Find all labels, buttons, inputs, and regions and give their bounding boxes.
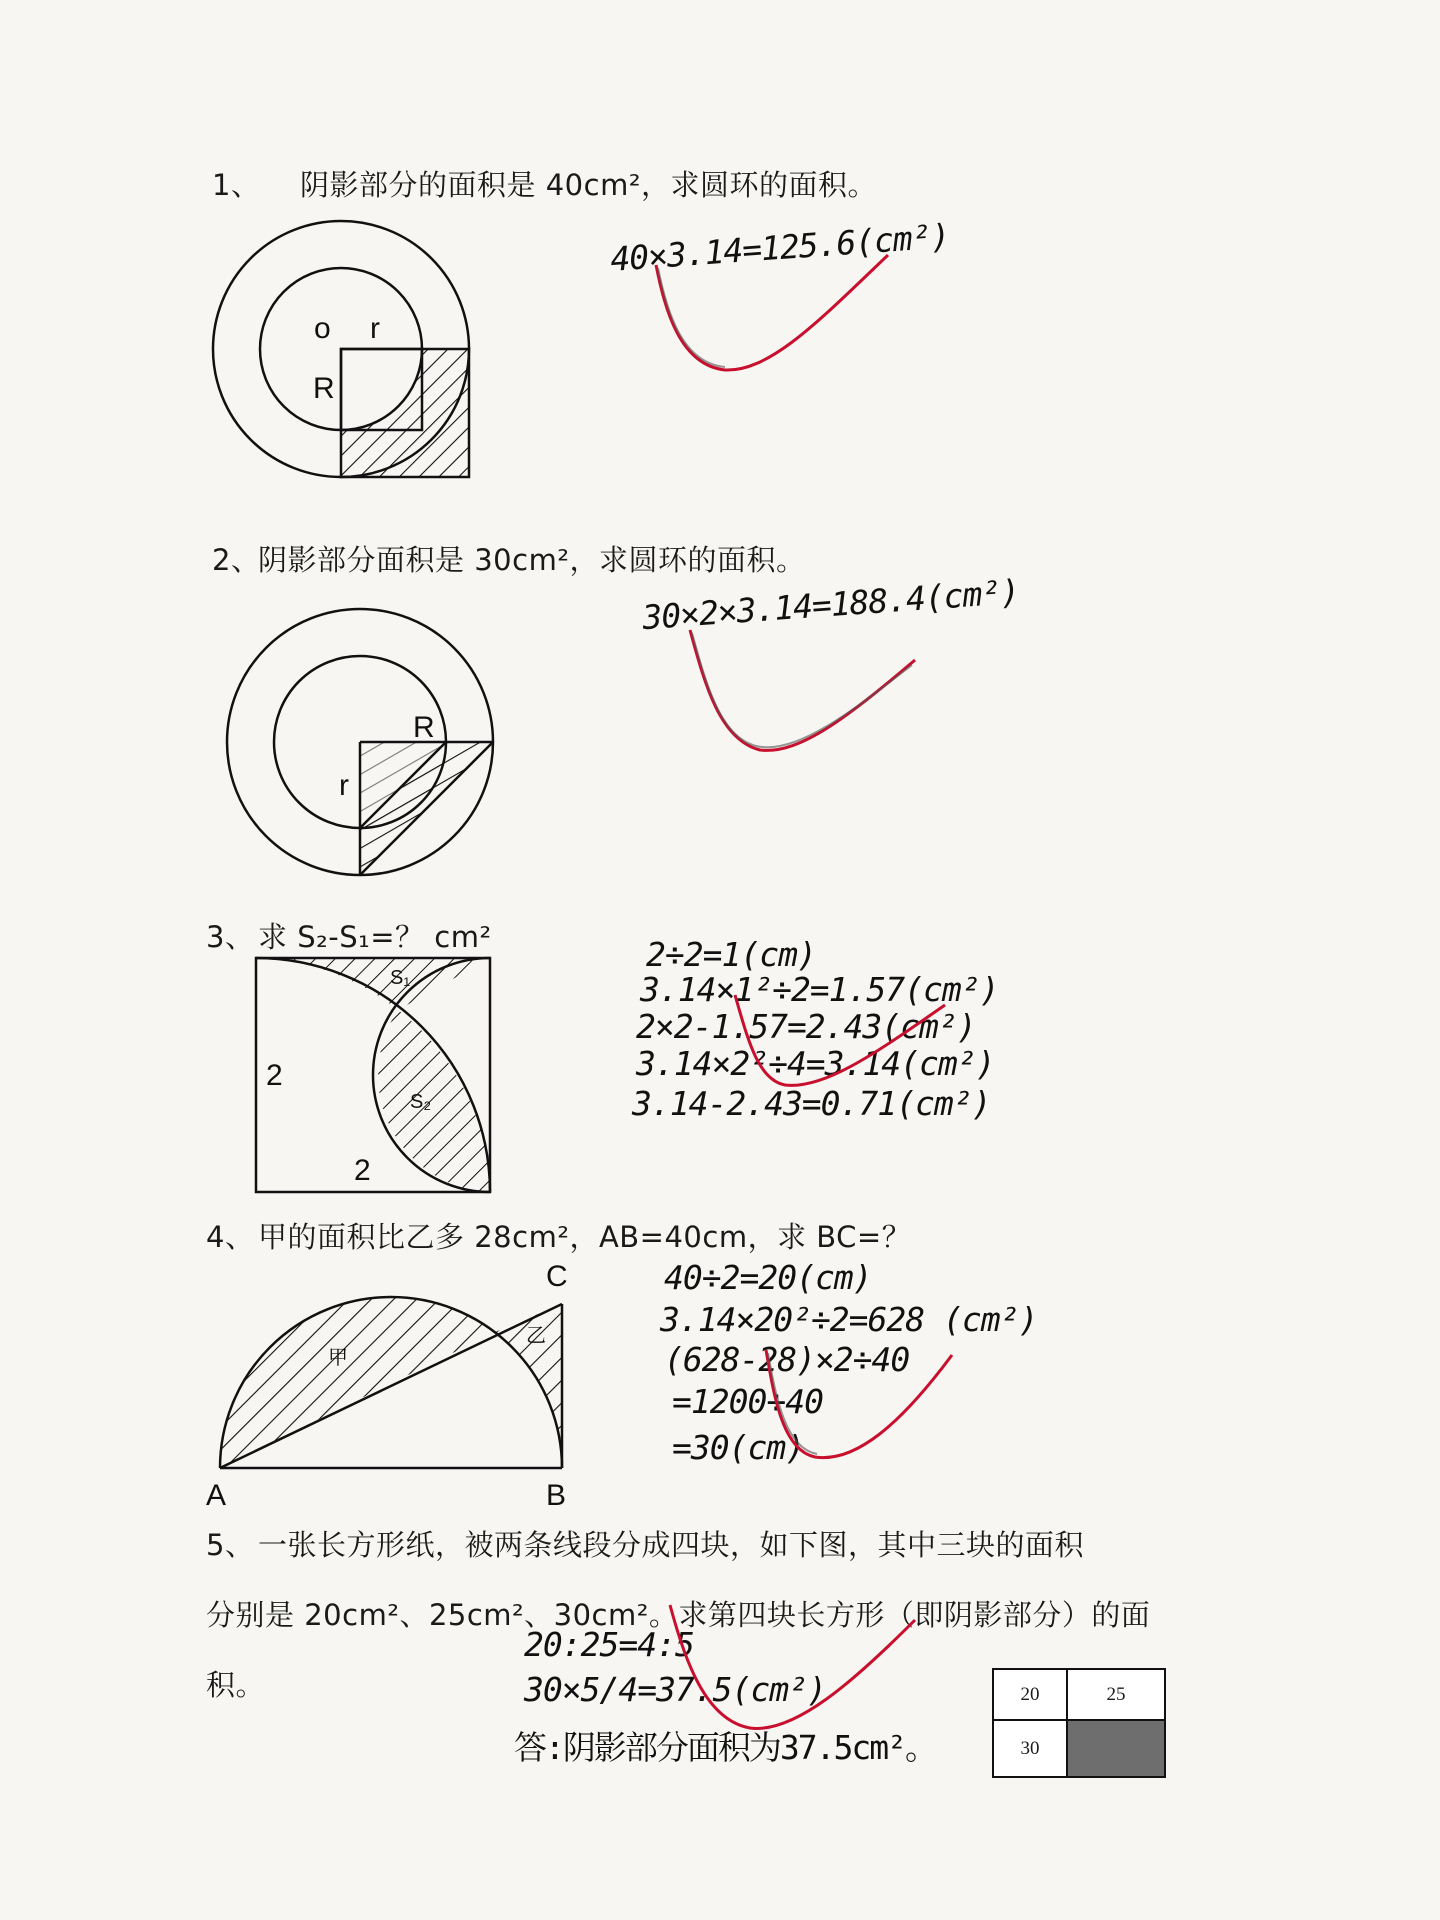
problem-4-number: 4、	[206, 1220, 255, 1254]
label-s2: S₂	[410, 1091, 432, 1113]
problem-1-figure	[200, 220, 480, 490]
problem-2-number: 2、	[212, 543, 261, 577]
problem-4-answer-line-2: 3.14×20²÷2=628 (cm²)	[660, 1300, 1038, 1339]
label-side-bottom: 2	[354, 1154, 371, 1187]
problem-3-answer-line-2: 3.14×1²÷2=1.57(cm²)	[640, 970, 999, 1009]
label-jia: 甲	[328, 1347, 348, 1369]
area-table	[992, 1668, 1166, 1778]
problem-3-answer-line-3: 2×2-1.57=2.43(cm²)	[636, 1007, 976, 1046]
problem-5-text-line-2: 分别是 20cm²、25cm²、30cm²。求第四块长方形（即阴影部分）的面	[206, 1598, 1151, 1632]
check-mark-icon	[690, 625, 930, 765]
label-r: r	[370, 312, 380, 345]
check-mark-icon	[665, 1600, 925, 1740]
label-R: R	[313, 372, 335, 405]
label-yi: 乙	[526, 1325, 546, 1347]
check-mark-icon	[730, 990, 950, 1100]
label-side-left: 2	[266, 1059, 283, 1092]
problem-2-figure	[228, 610, 508, 880]
problem-5-answer-line-2: 30×5/4=37.5(cm²)	[524, 1670, 826, 1709]
label-r: r	[339, 769, 349, 802]
problem-4-answer-line-4: =1200÷40	[672, 1382, 823, 1421]
table-cell-b: 25	[1106, 1683, 1126, 1705]
problem-5-answer-line-1: 20:25=4:5	[524, 1625, 694, 1664]
label-A: A	[206, 1479, 227, 1512]
problem-3-answer-line-4: 3.14×2²÷4=3.14(cm²)	[636, 1044, 995, 1083]
problem-5-text-line-1: 一张长方形纸，被两条线段分成四块，如下图，其中三块的面积	[258, 1528, 1085, 1562]
table-cell-a: 20	[1020, 1683, 1040, 1705]
problem-2-answer-line-1: 30×2×3.14=188.4(cm²)	[641, 571, 1021, 638]
check-mark-icon	[760, 1345, 960, 1465]
problem-3-answer-line-1: 2÷2=1(cm)	[646, 935, 816, 974]
check-mark-icon	[650, 240, 910, 380]
problem-4-figure	[206, 1260, 586, 1510]
problem-1-answer-line-1: 40×3.14=125.6(cm²)	[609, 216, 951, 279]
table-cell-c: 30	[1020, 1737, 1040, 1759]
problem-4-answer-line-3: (628-28)×2÷40	[664, 1340, 910, 1379]
problem-3-text: 求 S₂-S₁=？ cm²	[258, 920, 492, 954]
problem-2-text: 阴影部分面积是 30cm²，求圆环的面积。	[258, 543, 806, 577]
problem-4-answer-line-1: 40÷2=20(cm)	[664, 1258, 872, 1297]
shaded-cell	[1068, 1721, 1164, 1776]
problem-1-number: 1、	[212, 168, 261, 202]
problem-5-text-line-3: 积。	[206, 1668, 266, 1702]
problem-3-figure	[256, 958, 496, 1198]
label-C: C	[546, 1260, 568, 1293]
problem-5-number: 5、	[206, 1528, 255, 1562]
problem-4-text: 甲的面积比乙多 28cm²，AB=40cm，求 BC=？	[258, 1220, 912, 1254]
problem-1-text: 阴影部分的面积是 40cm²，求圆环的面积。	[300, 168, 877, 202]
label-R: R	[413, 711, 435, 744]
problem-4-answer-line-5: =30(cm)	[672, 1428, 805, 1467]
problem-5-answer-line-3: 答:阴影部分面积为37.5cm²。	[514, 1728, 936, 1767]
problem-3-answer-line-5: 3.14-2.43=0.71(cm²)	[632, 1084, 991, 1123]
problem-3-number: 3、	[206, 920, 255, 954]
label-s1: S₁	[390, 967, 411, 989]
label-o: o	[314, 312, 331, 345]
label-B: B	[546, 1479, 567, 1512]
